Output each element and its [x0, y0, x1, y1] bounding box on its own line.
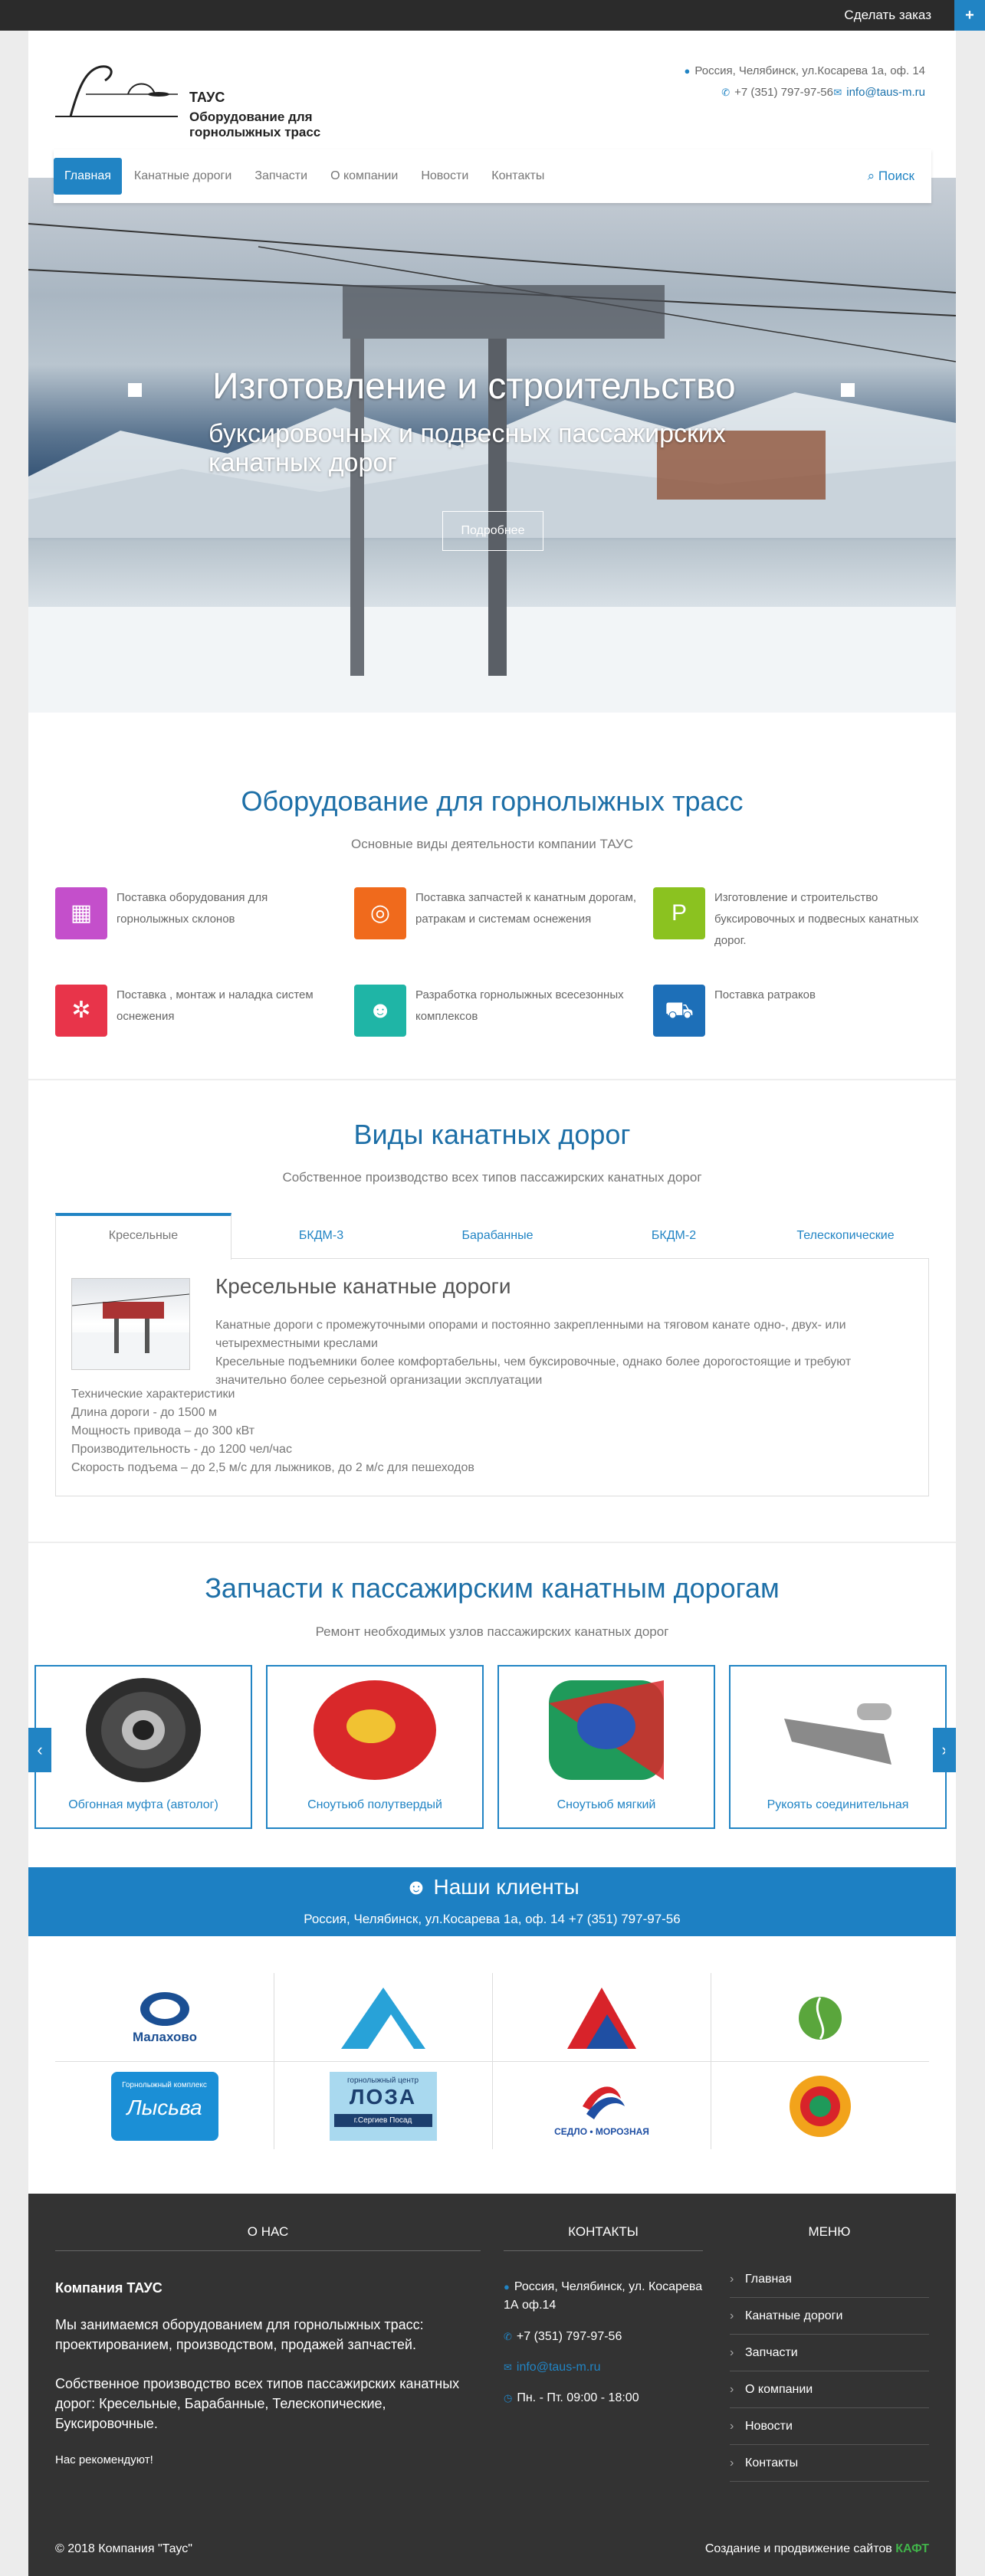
- footer-menu-item-parts[interactable]: [730, 2335, 929, 2371]
- tab-bkdm3[interactable]: БКДМ-3: [298, 1229, 344, 1242]
- hero-title: Изготовление и строительство: [212, 366, 736, 407]
- credit-text: Создание и продвижение сайтов: [704, 2542, 892, 2555]
- search-icon: ⌕: [867, 169, 878, 183]
- client-logo-izhevsk[interactable]: [274, 1975, 492, 2062]
- ropeways-title: Виды канатных дорог: [353, 1119, 631, 1150]
- footer-about-heading: О НАС: [55, 2224, 481, 2251]
- footer-address-text: Россия, Челябинск, ул. Косарева 1А оф.14: [504, 2280, 703, 2312]
- main-nav: [54, 149, 931, 203]
- chevron-right-icon: ›: [730, 2273, 734, 2286]
- footer-hours: [504, 2389, 639, 2407]
- header-address: [685, 64, 925, 77]
- clients-title: [28, 1875, 956, 1899]
- footer-menu-heading: МЕНЮ: [808, 2224, 851, 2239]
- chairlift-image: [71, 1278, 190, 1370]
- loza-badge: [330, 2072, 437, 2141]
- carousel-prev-button[interactable]: ‹: [28, 1728, 51, 1772]
- footer-hours-text: Пн. - Пт. 09:00 - 18:00: [517, 2391, 639, 2404]
- spec-line: Длина дороги - до 1500 м: [71, 1406, 218, 1419]
- footer-email[interactable]: [504, 2358, 601, 2377]
- footer-menu-item-home[interactable]: [730, 2261, 929, 2298]
- tab-drum[interactable]: Барабанные: [461, 1229, 534, 1242]
- tab-telescopic[interactable]: Телескопические: [796, 1229, 895, 1242]
- footer-email-text: info@taus-m.ru: [516, 2361, 601, 2374]
- feature-text: Поставка ратраков: [714, 988, 816, 1001]
- footer-recommend: Нас рекомендуют!: [55, 2453, 153, 2466]
- malakhovo-emblem: [119, 1988, 211, 2049]
- leaf-logo: [793, 1991, 847, 2045]
- loza-top: горнолыжный центр: [346, 2076, 419, 2085]
- footer-address: [504, 2278, 703, 2315]
- loza-bottom: г.Сергиев Посад: [334, 2114, 432, 2127]
- envelope-icon: ✉: [504, 2361, 512, 2373]
- feature-item: [653, 887, 944, 956]
- chairlift-picture: [72, 1279, 189, 1369]
- chevron-right-icon: ›: [730, 2420, 734, 2433]
- client-logo-label: ЛОЗА: [349, 2085, 417, 2109]
- car-icon: ⛟: [653, 985, 705, 1037]
- client-logo-label: СЕДЛО • МОРОЗНАЯ: [553, 2126, 649, 2137]
- users-icon: ☻: [354, 985, 406, 1037]
- chevron-right-icon: ›: [730, 2309, 734, 2322]
- spec-line: Технические характеристики: [71, 1388, 235, 1401]
- parts-title: Запчасти к пассажирским канатным дорогам: [205, 1572, 780, 1604]
- footer-menu-label: Контакты: [745, 2456, 799, 2469]
- tab-chair[interactable]: Кресельные: [55, 1213, 231, 1260]
- izhevsk-logo: [337, 1984, 429, 2053]
- phone-icon: ✆: [721, 87, 731, 98]
- search-button[interactable]: [868, 149, 914, 203]
- nav-item-home[interactable]: Главная: [54, 158, 122, 195]
- developer-credit: [705, 2542, 929, 2556]
- client-logo-malakhovo[interactable]: [55, 1975, 274, 2062]
- part-image: [306, 1673, 444, 1788]
- ropeways-subtitle: Собственное производство всех типов пассажирских канатных дорог: [282, 1170, 702, 1185]
- section-divider: [28, 1079, 956, 1080]
- slider-prev-dot[interactable]: [128, 383, 142, 397]
- chevron-right-icon: ›: [730, 2383, 734, 2396]
- logo-mark-icon: [55, 57, 186, 126]
- clock-icon: ◷: [504, 2392, 513, 2404]
- header-phone-text: +7 (351) 797-97-56: [734, 86, 833, 99]
- copyright: © 2018 Компания "Таус": [55, 2542, 192, 2555]
- nav-item-parts[interactable]: Запчасти: [254, 169, 308, 182]
- map-marker-icon: ●: [504, 2281, 510, 2293]
- chevron-right-icon: ›: [730, 2456, 734, 2469]
- building-icon: ▦: [55, 887, 107, 939]
- lysva-subtitle: Горнолыжный комплекс: [122, 2081, 207, 2089]
- spec-line: Мощность привода – до 300 кВт: [71, 1424, 255, 1437]
- spec-line: Производительность - до 1200 чел/час: [71, 1443, 292, 1456]
- parts-subtitle: Ремонт необходимых узлов пассажирских канатных дорог: [315, 1624, 669, 1639]
- logo[interactable]: [55, 57, 346, 139]
- hero-slider: [28, 178, 956, 713]
- feature-text: Разработка горнолыжных всесезонных комплексов: [415, 988, 624, 1023]
- part-label: Рукоять соединительная: [767, 1798, 909, 1811]
- footer-menu-item-news[interactable]: [730, 2408, 929, 2445]
- footer-phone-text: +7 (351) 797-97-56: [516, 2330, 622, 2343]
- footer: [28, 2194, 956, 2576]
- tab-panel: [55, 1259, 929, 1496]
- footer-menu-label: О компании: [745, 2383, 813, 2396]
- client-logo-label: Лысьва: [126, 2096, 202, 2119]
- part-label: Сноутьюб полутвердый: [307, 1798, 442, 1811]
- nav-item-contacts[interactable]: Контакты: [491, 169, 545, 182]
- part-card[interactable]: [497, 1665, 715, 1829]
- panel-specs: [71, 1385, 838, 1477]
- header-email-text: info@taus-m.ru: [846, 86, 925, 99]
- footer-about-text: Собственное производство всех типов пассажирских канатных дорог: Кресельные, Барабанные, Телескопические, Буксировочные.: [55, 2376, 460, 2431]
- part-card[interactable]: [729, 1665, 947, 1829]
- ropeway-tabs: [55, 1213, 929, 1259]
- tab-bkdm2[interactable]: БКДМ-2: [651, 1229, 697, 1242]
- feature-item: [653, 985, 944, 1054]
- footer-phone: [504, 2328, 622, 2346]
- users-icon: ☻: [405, 1875, 434, 1899]
- footer-menu-item-about[interactable]: [730, 2371, 929, 2408]
- top-bar: [0, 0, 985, 31]
- clients-address: Россия, Челябинск, ул.Косарева 1а, оф. 14 +7 (351) 797-97-56: [304, 1912, 681, 1926]
- client-logo-sun[interactable]: [711, 2063, 929, 2150]
- feature-text: Поставка запчастей к канатным дорогам, ратракам и системам оснежения: [415, 891, 637, 926]
- part-card[interactable]: [266, 1665, 484, 1829]
- lysva-badge: [111, 2072, 218, 2141]
- equipment-title: Оборудование для горнолыжных трасс: [241, 785, 744, 817]
- panel-title: Кресельные канатные дороги: [215, 1274, 511, 1298]
- feature-item: [55, 985, 346, 1054]
- hero-subtitle: буксировочных и подвесных пассажирских канатных дорог: [208, 419, 726, 477]
- client-logo-label: Малахово: [132, 2030, 197, 2044]
- part-label: Сноутьюб мягкий: [557, 1798, 656, 1811]
- part-image: [769, 1673, 907, 1788]
- chevron-right-icon: ›: [730, 2346, 734, 2359]
- feature-item: [354, 985, 645, 1054]
- panel-paragraph: Кресельные подъемники более комфортабельны, чем буксировочные, однако более дорогостоящие и требуют значительно более серьезной организации эксплуатации: [215, 1355, 852, 1387]
- part-label: Обгонная муфта (автолог): [68, 1798, 218, 1811]
- feature-item: [55, 887, 346, 956]
- panel-paragraph: Канатные дороги с промежуточными опорами и постоянно закрепленными на тяговом канате одно-, двух- или четырехместными креслами: [215, 1319, 846, 1350]
- credit-brand-link[interactable]: [895, 2542, 929, 2555]
- part-image: [74, 1673, 212, 1788]
- nav-item-news[interactable]: Новости: [421, 169, 469, 182]
- footer-menu-item-ropeways[interactable]: [730, 2298, 929, 2335]
- client-logo-leaf[interactable]: [711, 1975, 929, 2062]
- section-divider: [28, 1542, 956, 1543]
- logo-subtitle: Оборудование для горнолыжных трасс: [189, 110, 321, 139]
- client-logo-loza[interactable]: [274, 2063, 492, 2150]
- sun-logo: [782, 2068, 859, 2145]
- phone-icon: ✆: [504, 2331, 512, 2342]
- clients-band: [28, 1867, 956, 1936]
- hero-more-button[interactable]: Подробнее: [442, 511, 543, 551]
- order-link[interactable]: Сделать заказ: [844, 8, 931, 22]
- client-logo-lysva[interactable]: [55, 2063, 274, 2150]
- nav-item-ropeways[interactable]: Канатные дороги: [133, 169, 232, 182]
- feature-text: Поставка оборудования для горнолыжных склонов: [117, 891, 268, 926]
- footer-about-text: Мы занимаемся оборудованием для горнолыжных трасс: проектированием, производством, продажей запчастей.: [55, 2317, 424, 2352]
- mountain-logo: [560, 1984, 644, 2053]
- client-logo-mountain[interactable]: [492, 1975, 711, 2062]
- footer-menu-label: Канатные дороги: [745, 2309, 843, 2322]
- header-address-text: Россия, Челябинск, ул.Косарева 1а, оф. 14: [694, 64, 925, 77]
- page-container: [28, 31, 956, 2576]
- plus-button[interactable]: +: [954, 0, 985, 31]
- spec-line: Скорость подъема – до 2,5 м/с для лыжников, до 2 м/с для пешеходов: [71, 1461, 474, 1474]
- footer-menu-label: Новости: [745, 2420, 793, 2433]
- sedlo-logo: [544, 2072, 659, 2141]
- footer-menu-label: Главная: [745, 2273, 792, 2286]
- clients-title-text: Наши клиенты: [433, 1875, 580, 1899]
- client-logo-sedlo[interactable]: [492, 2063, 711, 2150]
- footer-menu-label: Запчасти: [745, 2346, 798, 2359]
- feature-text: Изготовление и строительство буксировочных и подвесных канатных дорог.: [714, 891, 919, 947]
- logo-title: ТАУС: [189, 90, 225, 105]
- equipment-subtitle: Основные виды деятельности компании ТАУС: [351, 837, 633, 851]
- nav-item-about[interactable]: О компании: [330, 169, 399, 182]
- feature-text: Поставка , монтаж и наладка систем оснежения: [117, 988, 314, 1023]
- footer-contacts-heading: КОНТАКТЫ: [504, 2224, 703, 2251]
- search-label: Поиск: [878, 169, 914, 183]
- parking-icon: P: [653, 887, 705, 939]
- panel-body: [215, 1316, 905, 1390]
- lifebuoy-icon: ◎: [354, 887, 406, 939]
- map-marker-icon: ●: [684, 65, 691, 77]
- envelope-icon: ✉: [833, 87, 842, 98]
- spinner-icon: ✲: [55, 985, 107, 1037]
- header-email[interactable]: [833, 86, 925, 99]
- header-phone: [721, 86, 833, 99]
- slider-next-dot[interactable]: [841, 383, 855, 397]
- part-card[interactable]: [34, 1665, 252, 1829]
- part-image: [537, 1673, 675, 1788]
- feature-item: [354, 887, 645, 956]
- carousel-next-button[interactable]: ›: [933, 1728, 956, 1772]
- footer-menu-item-contacts[interactable]: [730, 2445, 929, 2482]
- footer-company-name: Компания ТАУС: [55, 2280, 163, 2296]
- credit-brand: КАФТ: [895, 2542, 929, 2555]
